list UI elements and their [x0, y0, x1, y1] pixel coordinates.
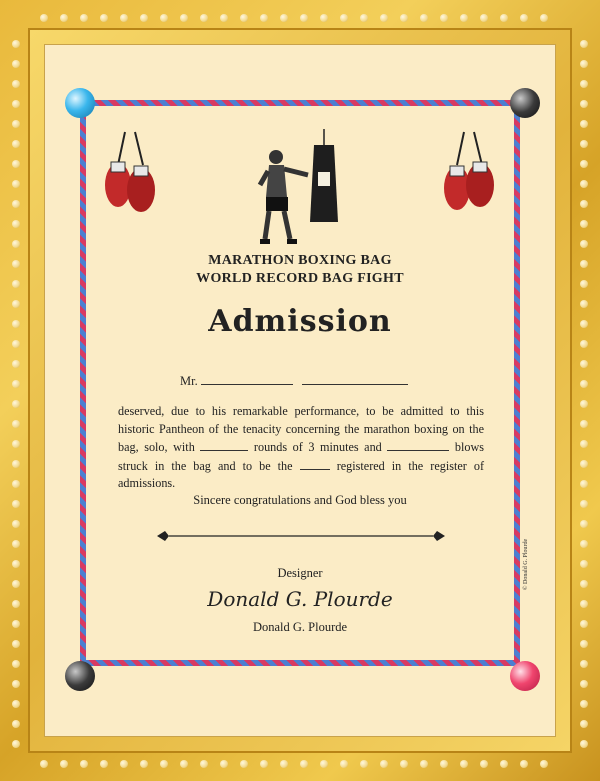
- frame-bulb: [580, 440, 588, 448]
- frame-bulb: [120, 760, 128, 768]
- frame-bulb: [220, 14, 228, 22]
- corner-post-red: [510, 661, 540, 691]
- frame-bulb: [460, 14, 468, 22]
- frame-bulb: [12, 360, 20, 368]
- frame-bulb: [12, 620, 20, 628]
- frame-bulb: [240, 14, 248, 22]
- frame-bulb: [220, 760, 228, 768]
- frame-bulb: [580, 180, 588, 188]
- frame-bulb: [180, 760, 188, 768]
- frame-bulb: [580, 300, 588, 308]
- frame-bulb: [12, 80, 20, 88]
- frame-bulb: [300, 760, 308, 768]
- frame-bulb: [500, 14, 508, 22]
- frame-bulb: [480, 760, 488, 768]
- frame-bulb: [12, 380, 20, 388]
- frame-bulb: [12, 480, 20, 488]
- body-text-1: deserved, due to his remarkable performance, to be admitted to this historic Pantheon of the tenacity concerning the marathon boxing on the bag, solo, with: [118, 404, 484, 454]
- frame-bulb: [440, 14, 448, 22]
- frame-bulb: [580, 320, 588, 328]
- frame-bulb: [80, 14, 88, 22]
- frame-bulb: [12, 440, 20, 448]
- frame-bulb: [320, 14, 328, 22]
- frame-bulb: [580, 700, 588, 708]
- designer-label: Designer: [277, 566, 323, 580]
- frame-bulb: [12, 680, 20, 688]
- frame-bulb: [100, 14, 108, 22]
- frame-bulb: [580, 620, 588, 628]
- boxing-gloves-icon: [103, 130, 158, 220]
- frame-bulb: [240, 760, 248, 768]
- frame-bulb: [12, 160, 20, 168]
- frame-bulb: [400, 14, 408, 22]
- heading-line-2: WORLD RECORD BAG FIGHT: [196, 271, 404, 286]
- frame-bulb: [580, 500, 588, 508]
- frame-bulb: [12, 460, 20, 468]
- frame-bulb: [580, 720, 588, 728]
- frame-bulb: [580, 420, 588, 428]
- frame-bulb: [580, 140, 588, 148]
- frame-bulb: [12, 260, 20, 268]
- frame-bulb: [580, 640, 588, 648]
- frame-bulb: [12, 340, 20, 348]
- frame-bulb: [580, 540, 588, 548]
- frame-bulb: [580, 160, 588, 168]
- frame-bulb: [12, 740, 20, 748]
- frame-bulb: [12, 120, 20, 128]
- frame-bulb: [440, 760, 448, 768]
- frame-bulb: [280, 14, 288, 22]
- blows-blank: [387, 438, 449, 451]
- frame-bulb: [580, 400, 588, 408]
- frame-bulb: [80, 760, 88, 768]
- frame-bulb: [580, 740, 588, 748]
- frame-bulb: [500, 760, 508, 768]
- frame-bulb: [180, 14, 188, 22]
- frame-bulb: [12, 140, 20, 148]
- frame-bulb: [580, 520, 588, 528]
- rounds-blank: [200, 438, 248, 451]
- frame-bulb: [480, 14, 488, 22]
- frame-bulb: [12, 200, 20, 208]
- frame-bulb: [40, 14, 48, 22]
- frame-bulb: [580, 60, 588, 68]
- frame-bulb: [12, 640, 20, 648]
- frame-bulb: [12, 540, 20, 548]
- frame-bulb: [160, 14, 168, 22]
- frame-bulb: [200, 14, 208, 22]
- ornamental-divider-icon: [155, 528, 447, 544]
- frame-bulb: [580, 240, 588, 248]
- mr-line: [180, 372, 408, 389]
- frame-bulb: [12, 560, 20, 568]
- frame-bulb: [12, 240, 20, 248]
- frame-bulb: [540, 760, 548, 768]
- frame-bulb: [260, 760, 268, 768]
- frame-bulb: [12, 720, 20, 728]
- frame-bulb: [580, 660, 588, 668]
- frame-bulb: [580, 200, 588, 208]
- frame-bulb: [260, 14, 268, 22]
- frame-bulb: [460, 760, 468, 768]
- copyright-notice: © Donald G. Plourde: [523, 538, 529, 590]
- frame-bulb: [380, 14, 388, 22]
- frame-bulb: [580, 80, 588, 88]
- frame-bulb: [520, 760, 528, 768]
- frame-bulb: [12, 500, 20, 508]
- frame-bulb: [360, 14, 368, 22]
- frame-bulb: [40, 760, 48, 768]
- frame-bulb: [12, 300, 20, 308]
- boxer-with-punching-bag-icon: [256, 127, 346, 247]
- designer-signature: Donald G. Plourde: [207, 587, 393, 611]
- frame-bulb: [580, 40, 588, 48]
- frame-bulb: [580, 360, 588, 368]
- frame-bulb: [140, 760, 148, 768]
- frame-bulb: [580, 560, 588, 568]
- frame-bulb: [400, 760, 408, 768]
- frame-bulb: [12, 100, 20, 108]
- frame-bulb: [380, 760, 388, 768]
- frame-bulb: [12, 400, 20, 408]
- frame-bulb: [580, 480, 588, 488]
- frame-bulb: [540, 14, 548, 22]
- congratulations-text: Sincere congratulations and God bless you: [193, 493, 407, 507]
- frame-bulb: [12, 580, 20, 588]
- body-text-2: rounds of 3 minutes and: [253, 440, 382, 454]
- certificate-body: [118, 403, 484, 493]
- body-text-3: blows struck in the bag and to be the: [118, 440, 485, 473]
- frame-bulb: [200, 760, 208, 768]
- frame-bulb: [580, 460, 588, 468]
- corner-post-black-bottom: [65, 661, 95, 691]
- frame-bulb: [12, 220, 20, 228]
- frame-bulb: [100, 760, 108, 768]
- frame-bulb: [580, 220, 588, 228]
- frame-bulb: [12, 320, 20, 328]
- frame-bulb: [580, 120, 588, 128]
- frame-bulb: [12, 600, 20, 608]
- mr-label: Mr.: [180, 374, 198, 388]
- frame-bulb: [580, 260, 588, 268]
- frame-bulb: [580, 580, 588, 588]
- certificate-title: Admission: [208, 304, 392, 339]
- frame-bulb: [12, 180, 20, 188]
- frame-bulb: [60, 14, 68, 22]
- frame-bulb: [580, 680, 588, 688]
- frame-bulb: [580, 600, 588, 608]
- frame-bulb: [320, 760, 328, 768]
- frame-bulb: [12, 280, 20, 288]
- frame-bulb: [12, 420, 20, 428]
- frame-bulb: [580, 100, 588, 108]
- frame-bulb: [340, 14, 348, 22]
- frame-bulb: [360, 760, 368, 768]
- frame-bulb: [340, 760, 348, 768]
- boxing-gloves-icon: [442, 130, 497, 220]
- frame-bulb: [420, 760, 428, 768]
- body-text-4: registered in the register of admissions.: [118, 458, 485, 490]
- rank-blank: [300, 457, 330, 470]
- frame-bulb: [140, 14, 148, 22]
- frame-bulb: [12, 520, 20, 528]
- frame-bulb: [580, 280, 588, 288]
- frame-bulb: [60, 760, 68, 768]
- frame-bulb: [12, 40, 20, 48]
- frame-bulb: [580, 380, 588, 388]
- frame-bulb: [12, 60, 20, 68]
- frame-bulb: [420, 14, 428, 22]
- corner-post-black-top: [510, 88, 540, 118]
- frame-bulb: [520, 14, 528, 22]
- frame-bulb: [12, 660, 20, 668]
- designer-name: Donald G. Plourde: [252, 620, 348, 634]
- first-name-blank: [201, 372, 293, 385]
- frame-bulb: [12, 700, 20, 708]
- corner-post-blue: [65, 88, 95, 118]
- last-name-blank: [302, 372, 408, 385]
- frame-bulb: [160, 760, 168, 768]
- frame-bulb: [280, 760, 288, 768]
- frame-bulb: [120, 14, 128, 22]
- frame-bulb: [300, 14, 308, 22]
- frame-bulb: [580, 340, 588, 348]
- heading-line-1: MARATHON BOXING BAG: [208, 253, 392, 268]
